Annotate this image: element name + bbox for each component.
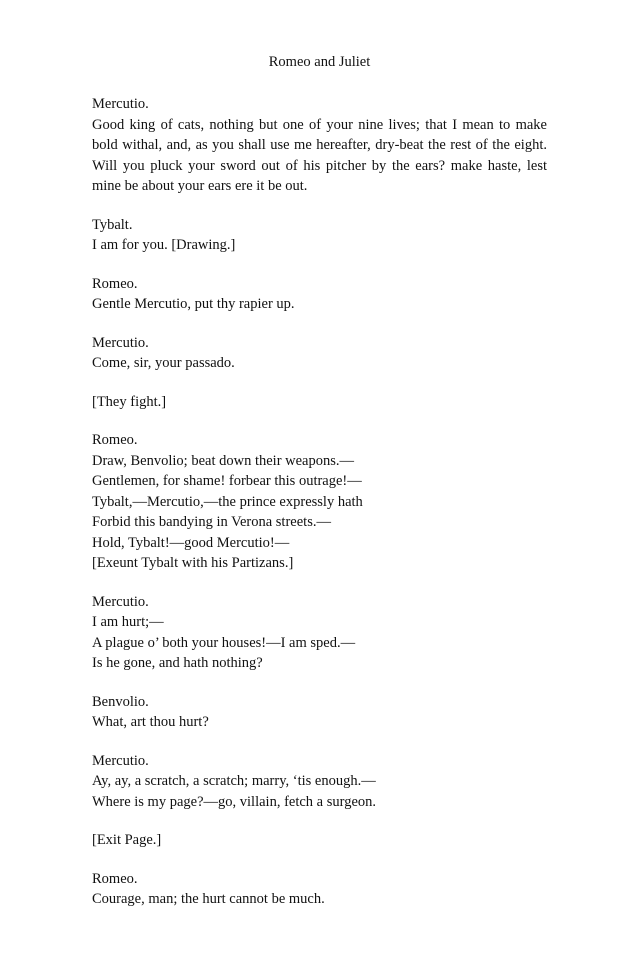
speaker-name: Mercutio.	[92, 96, 149, 112]
speech-romeo-1	[92, 274, 547, 315]
speaker-name: Mercutio.	[92, 752, 149, 769]
speech-line: Ay, ay, a scratch, a scratch; marry, ‘tis enough.—	[92, 773, 376, 789]
speech-line: Hold, Tybalt!—good Mercutio!—	[92, 534, 290, 551]
speech-mercutio-4	[92, 751, 547, 813]
stage-direction-inline: [Exeunt Tybalt with his Partizans.]	[92, 555, 294, 571]
speaker-name: Romeo.	[92, 432, 138, 448]
stage-direction: [Exit Page.]	[92, 832, 162, 848]
speaker-name: Romeo.	[92, 870, 138, 887]
speech-text: Good king of cats, nothing but one of your nine lives; that I mean to make bold withal, and, as you shall use me hereafter, dry-beat the rest of the eight. Will you pluck your sword out of his pitcher by the ears? make haste, lest mine be about your ears ere it be out.	[92, 116, 547, 194]
speech-mercutio-1	[92, 94, 547, 197]
speech-line: Gentlemen, for shame! forbear this outrage!—	[92, 473, 362, 489]
speaker-name: Mercutio.	[92, 334, 149, 351]
speech-line: Come, sir, your passado.	[92, 355, 235, 371]
speaker-name: Romeo.	[92, 275, 138, 292]
speaker-name: Benvolio.	[92, 693, 149, 710]
speech-line: Courage, man; the hurt cannot be much.	[92, 891, 325, 907]
speech-romeo-2	[92, 430, 547, 574]
stage-direction-exit-page	[92, 830, 547, 851]
speech-tybalt-1	[92, 215, 547, 256]
speech-line: Forbid this bandying in Verona streets.—	[92, 514, 331, 530]
speech-line: I am for you. [Drawing.]	[92, 237, 236, 253]
speech-line: Where is my page?—go, villain, fetch a surgeon.	[92, 793, 377, 810]
document-page	[92, 52, 547, 928]
speech-line: Tybalt,—Mercutio,—the prince expressly hath	[92, 493, 363, 510]
speech-line: I am hurt;—	[92, 614, 164, 630]
stage-direction: [They fight.]	[92, 393, 167, 410]
speech-mercutio-2	[92, 333, 547, 374]
speech-mercutio-3	[92, 592, 547, 674]
speech-line: A plague o’ both your houses!—I am sped.—	[92, 634, 356, 651]
speaker-name: Mercutio.	[92, 593, 149, 610]
speech-benvolio-1	[92, 692, 547, 733]
speaker-name: Tybalt.	[92, 216, 133, 233]
speech-line: Draw, Benvolio; beat down their weapons.—	[92, 452, 355, 469]
speech-line: What, art thou hurt?	[92, 714, 209, 730]
stage-direction-fight	[92, 392, 547, 413]
speech-line: Is he gone, and hath nothing?	[92, 655, 263, 671]
speech-romeo-3	[92, 869, 547, 910]
speech-line: Gentle Mercutio, put thy rapier up.	[92, 296, 295, 312]
running-title: Romeo and Juliet	[268, 54, 371, 70]
